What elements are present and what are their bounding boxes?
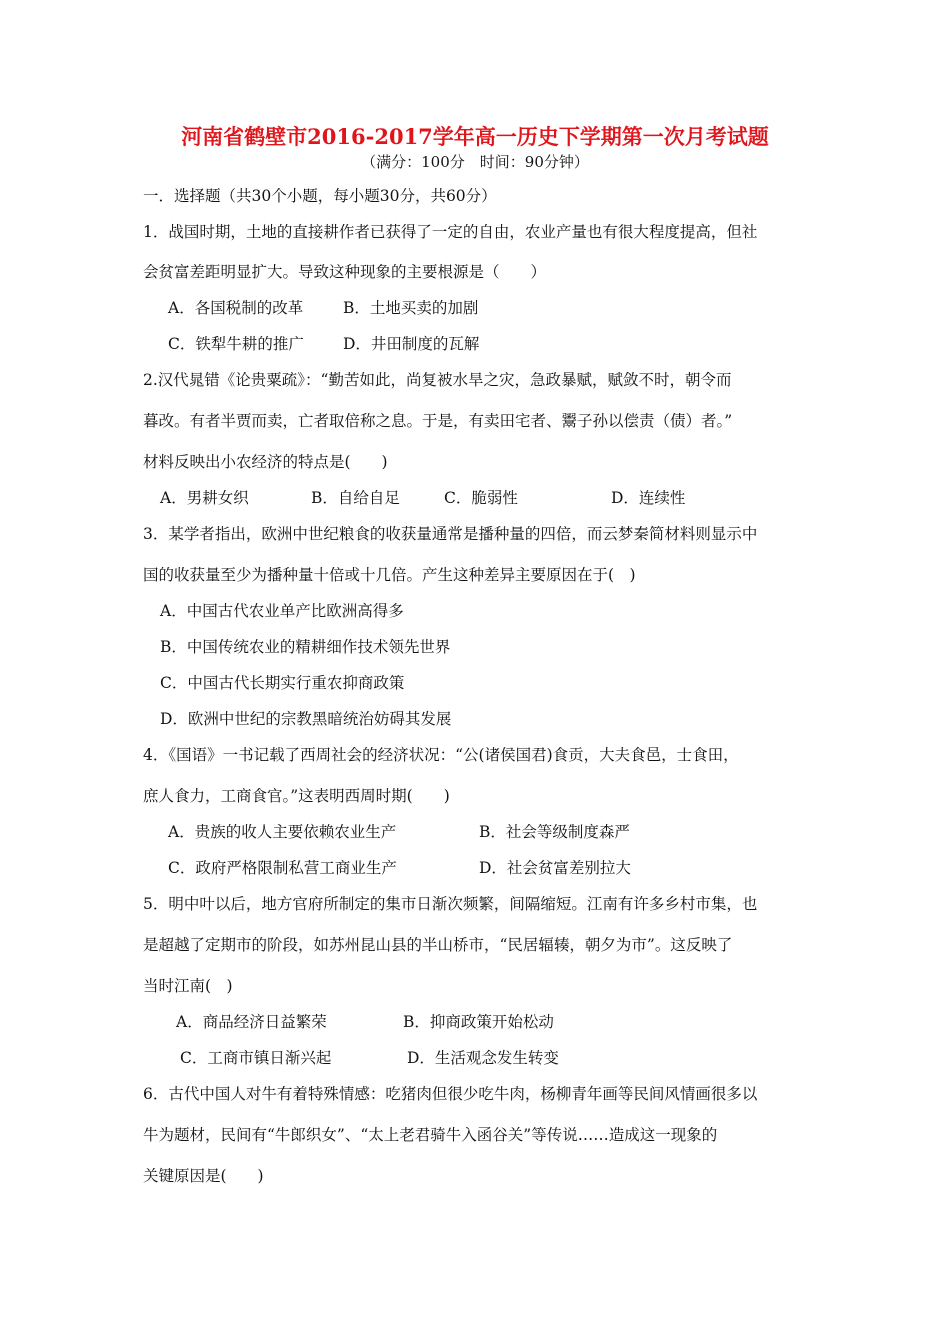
question-stem-line: 材料反映出小农经济的特点是( ) [143,453,388,471]
option-d: D．欧洲中世纪的宗教黑暗统治妨碍其发展 [160,710,452,728]
option-b: B．中国传统农业的精耕细作技术领先世界 [160,638,451,656]
option-b: B．土地买卖的加剧 [343,299,479,317]
option-b: B．社会等级制度森严 [479,823,630,841]
question-stem-line: 国的收获量至少为播种量十倍或十几倍。产生这种差异主要原因在于( ) [143,566,636,584]
option-a: A．贵族的收人主要依赖农业生产 [168,823,397,841]
question-stem-line: 当时江南( ) [143,977,233,995]
question-stem-line: 暮改。有者半贾而卖，亡者取倍称之息。于是，有卖田宅者、鬻子孙以偿责（债）者。” [143,412,733,430]
option-a: A．中国古代农业单产比欧洲高得多 [160,602,404,620]
question-stem-line: 关键原因是( ) [143,1167,264,1185]
exam-title: 河南省鹤壁市2016-2017学年高一历史下学期第一次月考试题 [181,124,769,149]
question-stem-line: 4．《国语》一书记载了西周社会的经济状况：“公(诸侯国君)食贡，大夫食邑，士食田， [143,746,739,764]
option-a: A．各国税制的改革 [168,299,304,317]
option-b: B．自给自足 [311,489,400,507]
section-heading: 一．选择题（共30个小题，每小题30分，共60分） [143,187,497,205]
question-stem-line: 3．某学者指出，欧洲中世纪粮食的收获量通常是播种量的四倍，而云梦秦简材料则显示中 [143,525,758,543]
question-stem-line: 牛为题材，民间有“牛郎织女”、“太上老君骑牛入函谷关”等传说……造成这一现象的 [143,1126,718,1144]
option-c: C．铁犁牛耕的推广 [168,335,304,353]
option-b: B．抑商政策开始松动 [403,1013,554,1031]
option-a: A．商品经济日益繁荣 [176,1013,327,1031]
option-a: A．男耕女织 [160,489,249,507]
question-stem-line: 1．战国时期，土地的直接耕作者已获得了一定的自由，农业产量也有很大程度提高，但社 [143,223,758,241]
option-d: D．社会贫富差别拉大 [479,859,631,877]
question-stem-line: 是超越了定期市的阶段，如苏州昆山县的半山桥市，“民居辐辏，朝夕为市”。这反映了 [143,936,733,954]
question-stem-line: 2.汉代晁错《论贵粟疏》：“勤苦如此，尚复被水旱之灾，急政暴赋，赋敛不时，朝令而 [143,371,732,389]
exam-subtitle: （满分：100分 时间：90分钟） [361,153,589,171]
option-c: C．中国古代长期实行重农抑商政策 [160,674,405,692]
question-stem-line: 5．明中叶以后，地方官府所制定的集市日渐次频繁，间隔缩短。江南有许多乡村市集，也 [143,895,758,913]
option-c: C．工商市镇日渐兴起 [180,1049,332,1067]
option-c: C．脆弱性 [444,489,518,507]
question-stem-line: 6．古代中国人对牛有着特殊情感：吃猪肉但很少吃牛肉，杨柳青年画等民间风情画很多以 [143,1085,758,1103]
option-c: C．政府严格限制私营工商业生产 [168,859,397,877]
option-d: D．连续性 [611,489,686,507]
option-d: D．井田制度的瓦解 [343,335,480,353]
option-d: D．生活观念发生转变 [407,1049,559,1067]
question-stem-line: 会贫富差距明显扩大。导致这种现象的主要根源是（ ） [143,263,547,281]
question-stem-line: 庶人食力，工商食官。”这表明西周时期( ) [143,787,450,805]
